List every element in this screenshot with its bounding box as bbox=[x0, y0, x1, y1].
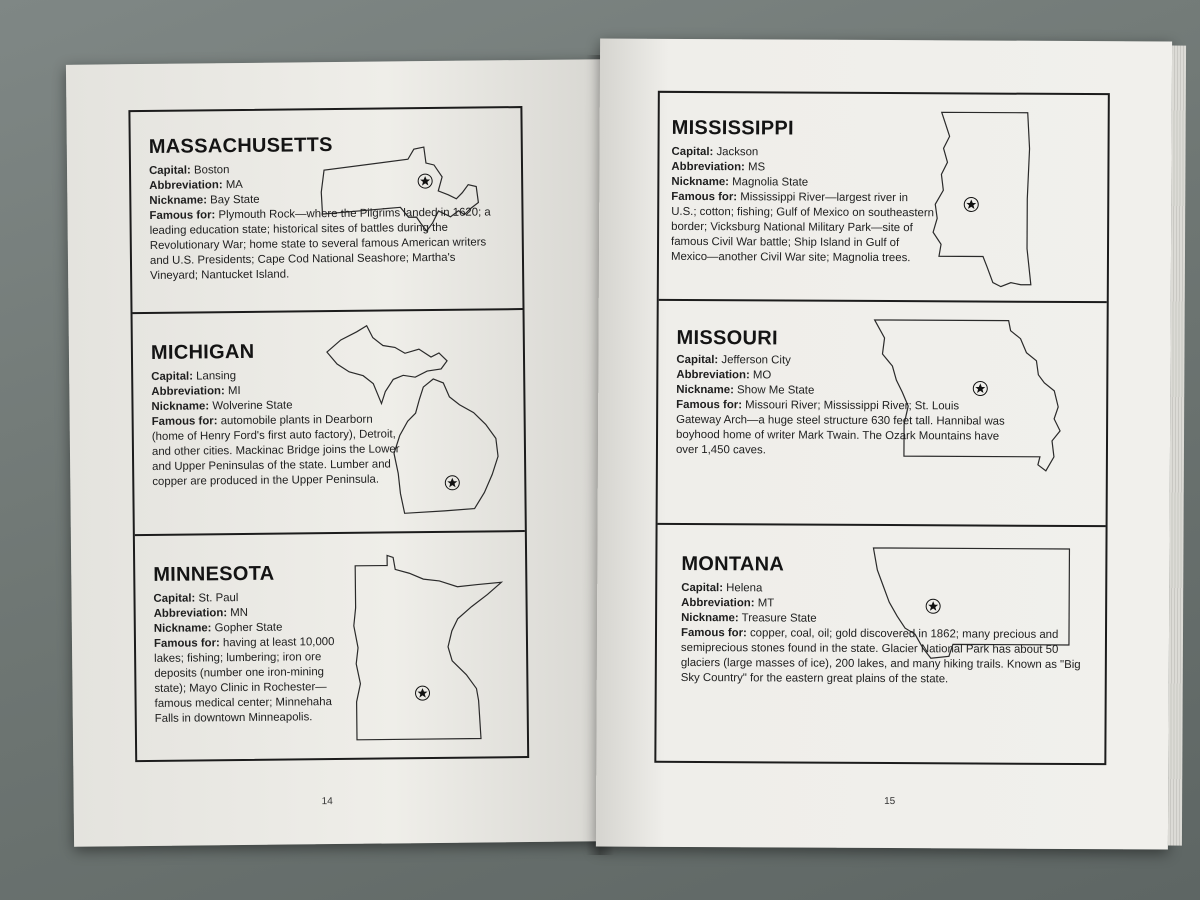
abbreviation-label: Abbreviation: bbox=[671, 160, 745, 174]
capital-label: Capital: bbox=[153, 592, 196, 605]
state-title: MISSOURI bbox=[676, 326, 778, 350]
state-entry-minnesota bbox=[135, 530, 527, 760]
nickname-label: Nickname: bbox=[151, 400, 210, 413]
famous-for-label: Famous for: bbox=[671, 190, 738, 204]
right-page bbox=[596, 39, 1172, 850]
famous-for-label: Famous for: bbox=[153, 637, 220, 650]
state-title: MASSACHUSETTS bbox=[148, 134, 333, 158]
page-number: 15 bbox=[884, 796, 896, 808]
capital-star-icon bbox=[445, 476, 459, 490]
abbreviation-label: Abbreviation: bbox=[149, 179, 223, 192]
state-info bbox=[149, 160, 500, 284]
capital-label: Capital: bbox=[671, 145, 714, 159]
capital-value: Boston bbox=[193, 164, 230, 177]
famous-for-text: Plymouth Rock—where the Pilgrims landed in 1620; a leading education state; historical sites of battles during the Revolutionary War; home state to several famous American writers and U.S. Presidents; Cape Cod National Seashore; Martha's Vineyard; Nantucket Island. bbox=[149, 206, 491, 282]
capital-label: Capital: bbox=[681, 581, 724, 595]
abbreviation-value: MO bbox=[752, 369, 772, 382]
nickname-value: Wolverine State bbox=[212, 399, 293, 413]
famous-for-text: Missouri River; Mississippi River; St. Louis Gateway Arch—a huge steel structure 630 feet tall. Hannibal was boyhood home of writer Mark Twain. The Ozark Mountains have over 1,450 caves. bbox=[675, 399, 1005, 457]
nickname-value: Bay State bbox=[210, 193, 260, 207]
capital-value: Jackson bbox=[716, 146, 759, 159]
state-entry-missouri bbox=[658, 299, 1107, 527]
state-entry-michigan bbox=[133, 308, 525, 536]
famous-for-text: copper, coal, oil; gold discovered in 1862; many precious and semiprecious stones found in the state. Glacier National Park has about 50 glaciers (large masses of ice), 200 lakes, and many hiking trails. Known as "Big Sky Country" for the eastern great plains of the state. bbox=[680, 627, 1081, 686]
nickname-label: Nickname: bbox=[153, 622, 212, 635]
capital-label: Capital: bbox=[676, 353, 719, 367]
abbreviation-label: Abbreviation: bbox=[153, 607, 228, 620]
nickname-label: Nickname: bbox=[676, 383, 734, 397]
abbreviation-value: MA bbox=[225, 178, 243, 192]
abbreviation-value: MI bbox=[227, 385, 241, 398]
minnesota-outline-icon bbox=[347, 550, 509, 747]
nickname-label: Nickname: bbox=[149, 194, 208, 207]
capital-star-icon bbox=[964, 197, 978, 211]
nickname-value: Gopher State bbox=[214, 621, 283, 635]
left-page-frame bbox=[128, 106, 529, 762]
state-entry-mississippi bbox=[659, 93, 1108, 303]
famous-for-label: Famous for: bbox=[151, 415, 218, 428]
state-title: MICHIGAN bbox=[150, 340, 255, 364]
page-stack-edge bbox=[1168, 46, 1186, 846]
state-info bbox=[151, 367, 402, 490]
abbreviation-value: MS bbox=[748, 161, 766, 174]
capital-value: Helena bbox=[726, 582, 763, 595]
capital-label: Capital: bbox=[148, 164, 191, 177]
capital-value: Lansing bbox=[196, 370, 237, 383]
capital-value: St. Paul bbox=[198, 592, 239, 605]
nickname-label: Nickname: bbox=[681, 611, 739, 625]
state-title: MISSISSIPPI bbox=[671, 116, 794, 140]
abbreviation-value: MT bbox=[757, 597, 775, 610]
abbreviation-value: MN bbox=[230, 606, 249, 620]
state-info bbox=[671, 145, 937, 266]
capital-label: Capital: bbox=[151, 370, 194, 383]
famous-for-label: Famous for: bbox=[676, 398, 743, 412]
abbreviation-label: Abbreviation: bbox=[681, 596, 755, 610]
famous-for-label: Famous for: bbox=[149, 209, 216, 222]
nickname-value: Magnolia State bbox=[732, 176, 809, 189]
page-number: 14 bbox=[321, 796, 333, 808]
mississippi-outline-icon bbox=[927, 108, 1040, 295]
nickname-value: Show Me State bbox=[737, 384, 815, 397]
abbreviation-label: Abbreviation: bbox=[151, 385, 225, 398]
nickname-label: Nickname: bbox=[671, 175, 730, 189]
left-page bbox=[66, 59, 609, 847]
famous-for-text: having at least 10,000 lakes; fishing; lumbering; iron ore deposits (number one iron-mining state); Mayo Clinic in Rochester—famous medical center; Minnehaha Falls in downtown Minneapolis. bbox=[154, 636, 335, 725]
state-info bbox=[153, 590, 342, 727]
famous-for-text: Mississippi River—largest river in U.S.; cotton; fishing; Gulf of Mexico on southeastern border; Vicksburg National Military Park—site of famous Civil War battle; Ship Island in Gulf of Mexico—another Civil War site; Magnolia trees. bbox=[670, 191, 935, 265]
right-page-frame bbox=[654, 91, 1110, 765]
famous-for-text: automobile plants in Dearborn (home of Henry Ford's first auto factory), Detroit, and other cities. Mackinac Bridge joins the Lower and Upper Peninsulas of the state. Lumber and copper are produced in the Upper Peninsula. bbox=[151, 413, 400, 488]
state-info bbox=[681, 581, 1087, 688]
famous-for-label: Famous for: bbox=[680, 626, 747, 640]
nickname-value: Treasure State bbox=[741, 612, 817, 625]
capital-value: Jefferson City bbox=[721, 354, 791, 367]
state-entry-montana bbox=[656, 523, 1105, 763]
abbreviation-label: Abbreviation: bbox=[676, 368, 750, 382]
state-title: MINNESOTA bbox=[153, 562, 275, 586]
state-title: MONTANA bbox=[681, 552, 785, 576]
state-info bbox=[676, 353, 1007, 460]
state-entry-massachusetts bbox=[130, 108, 522, 314]
capital-star-icon bbox=[415, 686, 429, 700]
